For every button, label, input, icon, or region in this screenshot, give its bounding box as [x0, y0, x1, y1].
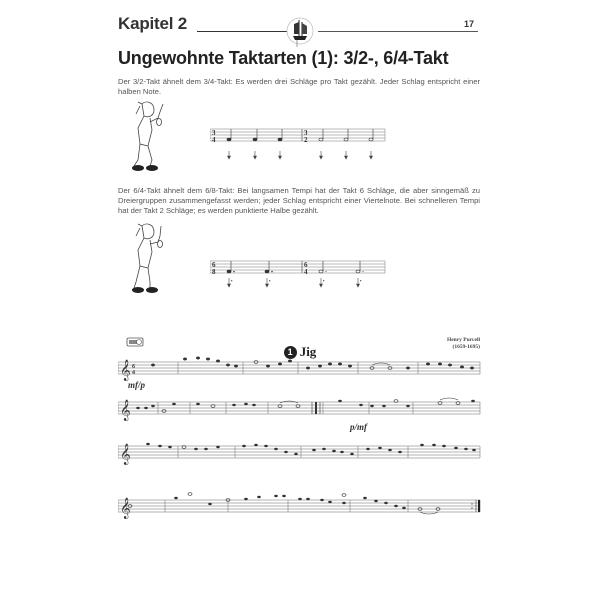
- conductor-figure-illustration-2: [130, 222, 170, 297]
- svg-text:6: 6: [212, 261, 216, 269]
- page-title: Ungewohnte Taktarten (1): 3/2-, 6/4-Takt: [118, 48, 449, 68]
- music-system-4: [118, 490, 482, 520]
- svg-text:𝄞: 𝄞: [120, 444, 131, 465]
- example-6-8-vs-6-4: [210, 258, 390, 298]
- svg-text:𝄞: 𝄞: [120, 400, 131, 421]
- header-rule-left: [197, 31, 287, 32]
- piece-number-badge: 1: [284, 346, 297, 359]
- composer-dates: (1659-1695): [452, 344, 480, 350]
- svg-text:.: .: [269, 277, 271, 283]
- svg-text:2: 2: [304, 136, 308, 144]
- conductor-figure-illustration: [130, 100, 170, 175]
- svg-text:.: .: [323, 277, 325, 283]
- svg-text:4: 4: [212, 136, 216, 144]
- composer-credit: [420, 337, 480, 351]
- example-3-4-vs-3-2: [210, 126, 390, 176]
- svg-text:𝄞: 𝄞: [120, 498, 131, 519]
- svg-text:8: 8: [212, 268, 216, 276]
- music-system-1: [118, 356, 482, 390]
- music-system-2: [118, 396, 482, 432]
- ship-emblem-icon: [285, 14, 315, 48]
- page-number: 17: [464, 19, 475, 29]
- svg-text:4: 4: [304, 268, 308, 276]
- svg-text:𝄞: 𝄞: [120, 360, 131, 381]
- svg-text:6: 6: [132, 364, 135, 370]
- svg-text:6: 6: [304, 261, 308, 269]
- svg-text:.: .: [360, 277, 362, 283]
- dynamic-mark-p-mf: p/mf: [350, 422, 367, 432]
- paragraph-6-4-time: Der 6/4-Takt ähnelt dem 6/8-Takt: Bei langsamen Tempi hat der Takt 6 Schläge, die aber sinngemäß zu Dreiergruppen zusammengefasst werden; jeder Schlag entspricht einer Viertelnote. Bei schnelleren Tempi hat der Takt 2 Schläge; es werden punktierte Halbe gezählt.: [118, 186, 480, 215]
- svg-text:4: 4: [132, 370, 135, 376]
- paragraph-3-2-time: Der 3/2-Takt ähnelt dem 3/4-Takt: Es werden drei Schläge pro Takt gezählt. Jeder Schlag entspricht einer halben Note.: [118, 77, 480, 96]
- dynamic-mark-mf-p: mf/p: [128, 380, 145, 390]
- composer-name: Henry Purcell: [446, 337, 480, 343]
- piece-title-text: Jig: [299, 344, 317, 359]
- svg-text:.: .: [231, 277, 233, 283]
- svg-text:3: 3: [304, 129, 308, 137]
- music-system-3: [118, 440, 482, 468]
- header-rule-right: [318, 31, 478, 32]
- svg-text:3: 3: [212, 129, 216, 137]
- chapter-heading: Kapitel 2: [118, 14, 188, 33]
